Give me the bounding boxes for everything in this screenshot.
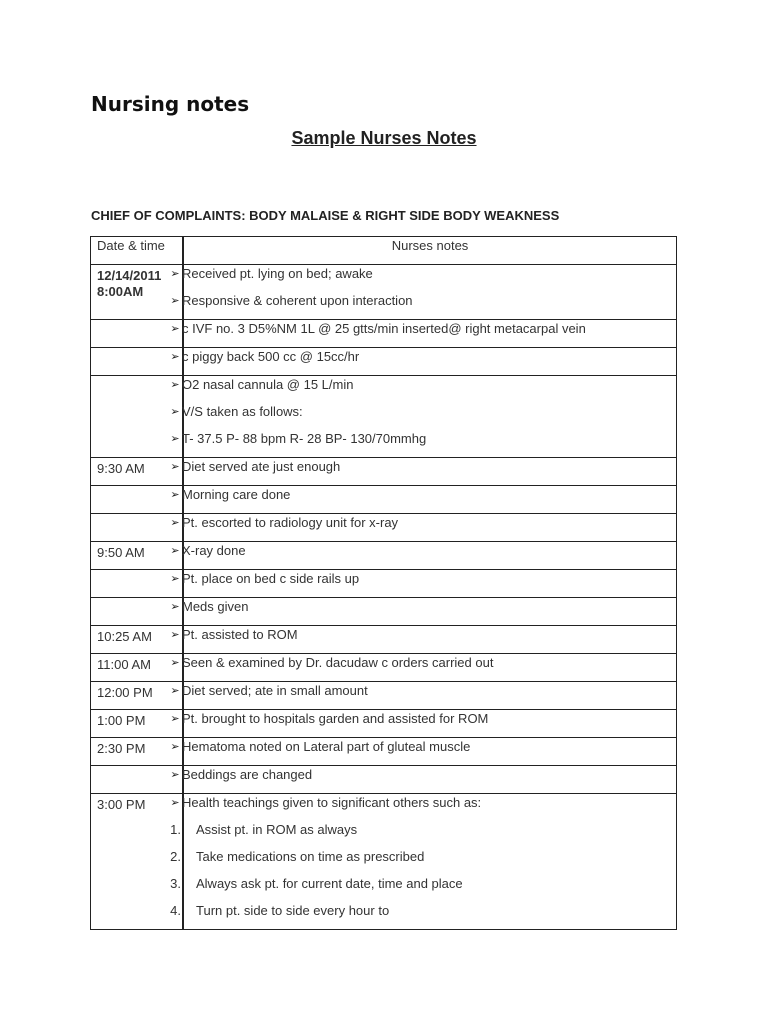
entry-time: 8:00AM xyxy=(97,284,144,299)
note-line xyxy=(170,403,676,430)
arrow-bullet-icon: ➢ xyxy=(170,295,180,307)
entry-time: 10:25 AM xyxy=(97,629,152,644)
note-line xyxy=(170,320,676,347)
note-text: T- 37.5 P- 88 bpm R- 28 BP- 130/70mmhg xyxy=(182,431,427,446)
arrow-bullet-icon: ➢ xyxy=(170,601,180,613)
note-line xyxy=(170,430,676,457)
numbered-item xyxy=(170,821,676,848)
arrow-bullet-icon: ➢ xyxy=(170,769,180,781)
notes-cell xyxy=(170,626,677,654)
table-row xyxy=(91,654,677,682)
note-text: X-ray done xyxy=(182,543,246,558)
note-line xyxy=(170,486,676,513)
notes-cell xyxy=(170,598,677,626)
note-line xyxy=(170,710,676,737)
note-text: Diet served; ate in small amount xyxy=(182,683,368,698)
table-row xyxy=(91,320,677,348)
note-text: Morning care done xyxy=(182,487,291,502)
arrow-bullet-icon: ➢ xyxy=(170,379,180,391)
arrow-bullet-icon: ➢ xyxy=(170,657,180,669)
note-line xyxy=(170,738,676,765)
entry-time: 9:30 AM xyxy=(97,461,145,476)
notes-cell xyxy=(170,766,677,794)
item-number: 4. xyxy=(170,903,181,918)
note-text: Responsive & coherent upon interaction xyxy=(182,293,413,308)
table-row xyxy=(91,376,677,458)
page-heading: Nursing notes xyxy=(91,92,250,116)
arrow-bullet-icon: ➢ xyxy=(170,433,180,445)
arrow-bullet-icon: ➢ xyxy=(170,268,180,280)
notes-cell xyxy=(170,654,677,682)
item-number: 3. xyxy=(170,876,181,891)
entry-time: 12/14/2011 xyxy=(97,268,162,283)
arrow-bullet-icon: ➢ xyxy=(170,489,180,501)
note-text: Pt. assisted to ROM xyxy=(182,627,298,642)
note-line xyxy=(170,794,676,821)
table-row xyxy=(91,598,677,626)
table-row xyxy=(91,265,677,320)
entry-time: 3:00 PM xyxy=(97,797,146,812)
table-row xyxy=(91,738,677,766)
note-text: Pt. escorted to radiology unit for x-ray xyxy=(182,515,399,530)
chief-complaint: CHIEF OF COMPLAINTS: BODY MALAISE & RIGHT SIDE BODY WEAKNESS xyxy=(91,208,560,223)
notes-cell xyxy=(170,265,677,320)
document-title: Sample Nurses Notes xyxy=(291,128,477,148)
note-line xyxy=(170,514,676,541)
notes-cell xyxy=(170,320,677,348)
entry-time: 9:50 AM xyxy=(97,545,145,560)
notes-cell xyxy=(170,738,677,766)
note-line xyxy=(170,348,676,375)
entry-time: 2:30 PM xyxy=(97,741,146,756)
note-text: Received pt. lying on bed; awake xyxy=(182,266,373,281)
notes-cell xyxy=(170,710,677,738)
table-row xyxy=(91,570,677,598)
table-row xyxy=(91,542,677,570)
nurses-notes-table xyxy=(90,236,677,930)
notes-cell xyxy=(170,794,677,930)
numbered-item xyxy=(170,875,676,902)
notes-cell xyxy=(170,486,677,514)
arrow-bullet-icon: ➢ xyxy=(170,461,180,473)
arrow-bullet-icon: ➢ xyxy=(170,629,180,641)
table-row xyxy=(91,514,677,542)
notes-cell xyxy=(170,570,677,598)
notes-cell xyxy=(170,542,677,570)
arrow-bullet-icon: ➢ xyxy=(170,797,180,809)
arrow-bullet-icon: ➢ xyxy=(170,713,180,725)
note-text: Health teachings given to significant others such as: xyxy=(182,795,482,810)
arrow-bullet-icon: ➢ xyxy=(170,323,180,335)
arrow-bullet-icon: ➢ xyxy=(170,741,180,753)
arrow-bullet-icon: ➢ xyxy=(170,685,180,697)
table-row xyxy=(91,794,677,930)
header-date-time: Date & time xyxy=(91,237,184,265)
note-line xyxy=(170,626,676,653)
note-line xyxy=(170,766,676,793)
note-line xyxy=(170,376,676,403)
note-text: V/S taken as follows: xyxy=(182,404,303,419)
numbered-item xyxy=(170,848,676,875)
table-row xyxy=(91,766,677,794)
arrow-bullet-icon: ➢ xyxy=(170,573,180,585)
numbered-item xyxy=(170,902,676,929)
notes-cell xyxy=(170,458,677,486)
note-line xyxy=(170,292,676,319)
arrow-bullet-icon: ➢ xyxy=(170,406,180,418)
note-text: Seen & examined by Dr. dacudaw c orders carried out xyxy=(182,655,494,670)
item-number: 2. xyxy=(170,849,181,864)
table-row xyxy=(91,486,677,514)
note-line xyxy=(170,598,676,625)
notes-cell xyxy=(170,682,677,710)
table-header-row xyxy=(91,237,677,265)
note-text: c IVF no. 3 D5%NM 1L @ 25 gtts/min inserted@ right metacarpal vein xyxy=(182,321,586,336)
header-nurses-notes: Nurses notes xyxy=(183,237,677,265)
note-text: Hematoma noted on Lateral part of gluteal muscle xyxy=(182,739,471,754)
arrow-bullet-icon: ➢ xyxy=(170,545,180,557)
note-text: Pt. brought to hospitals garden and assisted for ROM xyxy=(182,711,489,726)
table-row xyxy=(91,348,677,376)
item-text: Turn pt. side to side every hour to xyxy=(196,903,390,918)
note-line xyxy=(170,265,676,292)
note-line xyxy=(170,570,676,597)
arrow-bullet-icon: ➢ xyxy=(170,517,180,529)
note-text: Diet served ate just enough xyxy=(182,459,341,474)
note-text: c piggy back 500 cc @ 15cc/hr xyxy=(182,349,360,364)
table-row xyxy=(91,626,677,654)
item-text: Assist pt. in ROM as always xyxy=(196,822,358,837)
item-text: Take medications on time as prescribed xyxy=(196,849,425,864)
table-row xyxy=(91,710,677,738)
notes-cell xyxy=(170,376,677,458)
note-text: Meds given xyxy=(182,599,249,614)
note-text: Pt. place on bed c side rails up xyxy=(182,571,360,586)
notes-cell xyxy=(170,348,677,376)
note-line xyxy=(170,542,676,569)
note-line xyxy=(170,654,676,681)
entry-time: 11:00 AM xyxy=(97,657,151,672)
note-line xyxy=(170,458,676,485)
note-text: Beddings are changed xyxy=(182,767,313,782)
table-row xyxy=(91,458,677,486)
item-text: Always ask pt. for current date, time and place xyxy=(196,876,463,891)
table-row xyxy=(91,682,677,710)
notes-cell xyxy=(170,514,677,542)
note-text: O2 nasal cannula @ 15 L/min xyxy=(182,377,354,392)
note-line xyxy=(170,682,676,709)
entry-time: 12:00 PM xyxy=(97,685,153,700)
arrow-bullet-icon: ➢ xyxy=(170,351,180,363)
entry-time: 1:00 PM xyxy=(97,713,146,728)
item-number: 1. xyxy=(170,822,181,837)
